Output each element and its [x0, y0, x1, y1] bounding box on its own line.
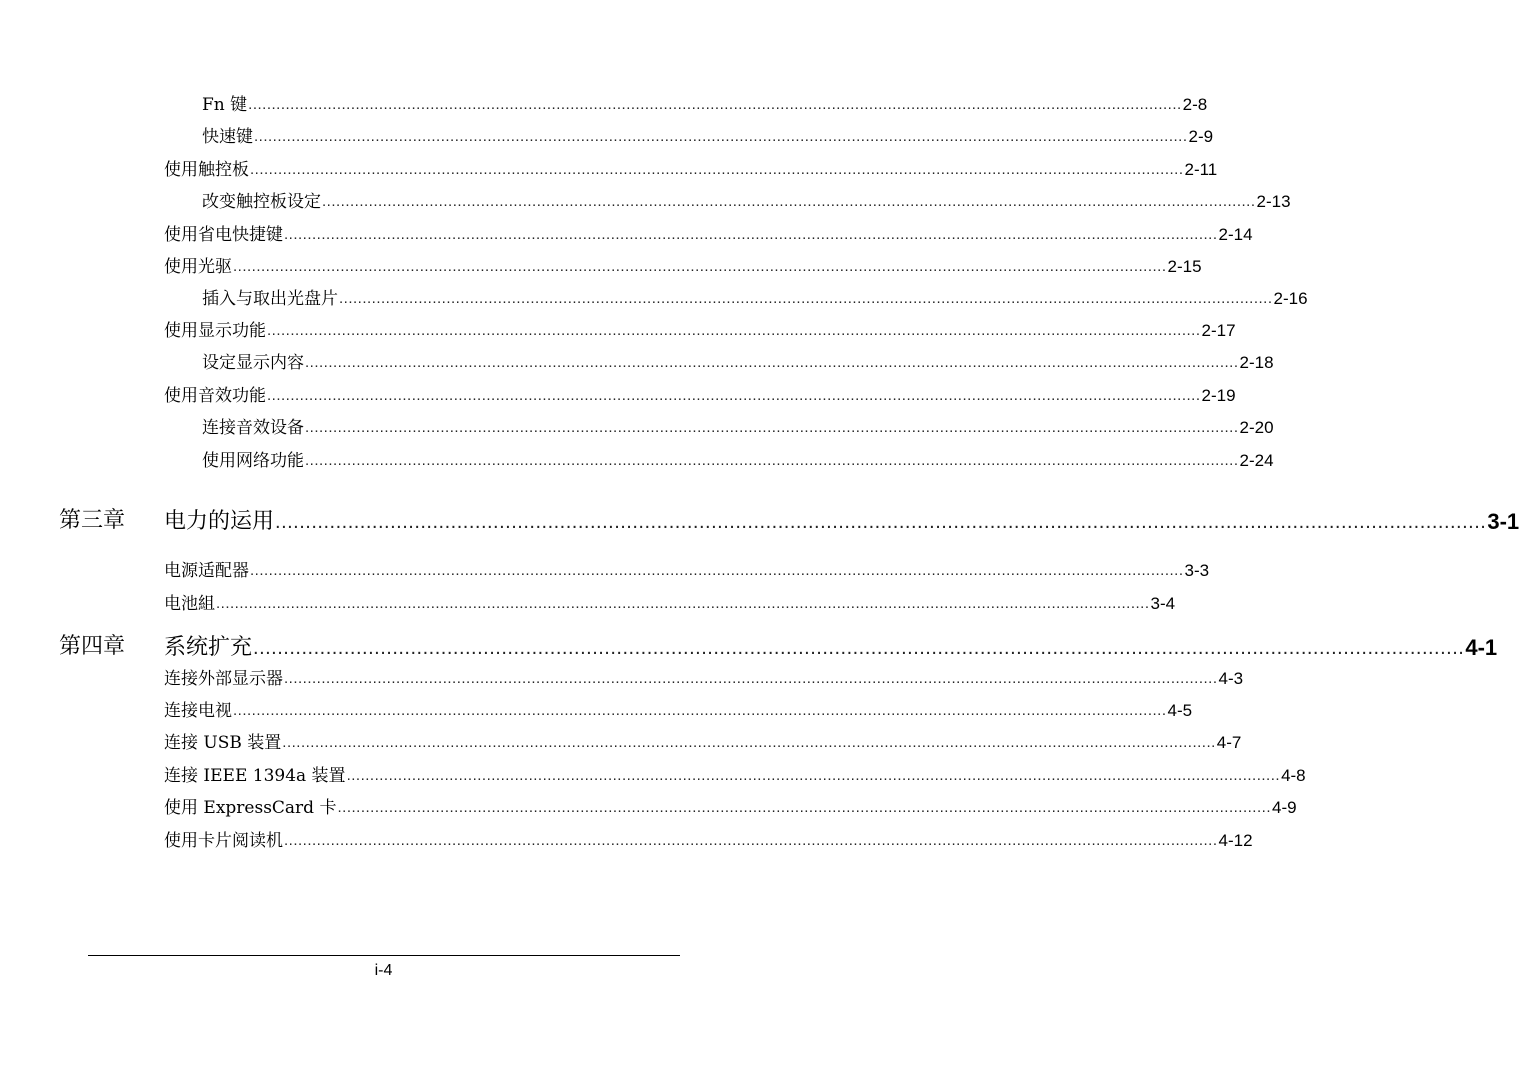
toc-leader-dots: ........................................................................................................................................................................................................	[253, 637, 1465, 659]
chapter-title: 系统扩充	[164, 635, 253, 660]
toc-entry-title: 使用显示功能	[164, 321, 266, 341]
toc-entry-page: 3-4	[1150, 594, 1176, 613]
toc-leader-dots: ........................................................................................................................................................................................................	[322, 193, 1256, 210]
chapter-label: 第三章	[59, 508, 126, 533]
toc-leader-dots: ........................................................................................................................................................................................................	[267, 322, 1201, 339]
chapter-page: 4-1	[1465, 635, 1498, 660]
toc-entry-title: 改变触控板设定	[202, 192, 321, 212]
toc-entry-title: 使用 ExpressCard 卡	[164, 798, 337, 818]
toc-leader-dots: ........................................................................................................................................................................................................	[250, 562, 1184, 579]
chapter-title: 电力的运用	[164, 509, 275, 534]
toc-entry-ext-display[interactable]	[164, 666, 1244, 690]
toc-entry-page: 4-5	[1167, 701, 1193, 720]
toc-leader-dots: ........................................................................................................................................................................................................	[284, 832, 1218, 849]
toc-entry-page: 2-19	[1201, 386, 1236, 405]
toc-entry-title: 使用卡片阅读机	[164, 831, 283, 851]
toc-entry-page: 2-11	[1184, 160, 1218, 179]
chapter-label: 第四章	[59, 634, 126, 659]
toc-entry-title: 使用音效功能	[164, 386, 266, 406]
toc-entry-audio-devices[interactable]	[202, 415, 1274, 439]
toc-entry-title: 连接电视	[164, 701, 232, 721]
toc-entry-page: 4-7	[1216, 733, 1242, 752]
toc-leader-dots: ........................................................................................................................................................................................................	[305, 419, 1239, 436]
toc-entry-display[interactable]	[164, 318, 1236, 342]
toc-leader-dots: ........................................................................................................................................................................................................	[282, 734, 1216, 751]
toc-entry-page: 2-20	[1239, 418, 1274, 437]
toc-entry-tv[interactable]	[164, 698, 1193, 722]
toc-entry-page: 2-8	[1182, 95, 1208, 114]
toc-entry-audio[interactable]	[164, 383, 1236, 407]
toc-leader-dots: ........................................................................................................................................................................................................	[337, 799, 1271, 816]
toc-entry-display-settings[interactable]	[202, 350, 1274, 374]
toc-entry-title: 使用网络功能	[202, 451, 304, 471]
toc-leader-dots: ........................................................................................................................................................................................................	[250, 161, 1184, 178]
toc-entry-title: 连接音效设备	[202, 418, 304, 438]
toc-entry-hotkeys[interactable]	[202, 124, 1214, 148]
toc-entry-touchpad-settings[interactable]	[202, 189, 1291, 213]
toc-entry-page: 2-24	[1239, 451, 1274, 470]
toc-entry-battery[interactable]	[164, 591, 1176, 615]
toc-leader-dots: ........................................................................................................................................................................................................	[233, 702, 1167, 719]
toc-entry-page: 2-9	[1188, 127, 1214, 146]
toc-leader-dots: ........................................................................................................................................................................................................	[216, 595, 1150, 612]
footer-rule	[88, 955, 680, 956]
toc-entry-title: 电池組	[164, 594, 215, 614]
toc-entry-page: 2-18	[1239, 353, 1274, 372]
toc-entry-expresscard[interactable]	[164, 795, 1297, 819]
toc-leader-dots: ........................................................................................................................................................................................................	[267, 387, 1201, 404]
toc-chapter-4[interactable]	[164, 632, 1498, 662]
toc-leader-dots: ........................................................................................................................................................................................................	[284, 226, 1218, 243]
toc-entry-title: 使用触控板	[164, 160, 249, 180]
toc-entry-title: 连接外部显示器	[164, 669, 283, 689]
toc-entry-page: 4-8	[1281, 766, 1306, 785]
toc-leader-dots: ........................................................................................................................................................................................................	[346, 767, 1281, 784]
toc-entry-page: 2-15	[1167, 257, 1202, 276]
chapter-page: 3-1	[1487, 509, 1519, 534]
toc-entry-insert-disc[interactable]	[202, 286, 1308, 310]
toc-leader-dots: ........................................................................................................................................................................................................	[305, 452, 1239, 469]
toc-entry-title: 设定显示内容	[202, 353, 304, 373]
toc-entry-title: 插入与取出光盘片	[202, 289, 338, 309]
toc-entry-title: 连接 IEEE 1394a 装置	[164, 766, 346, 786]
toc-entry-page: 2-17	[1201, 321, 1236, 340]
toc-entry-title: 连接 USB 装置	[164, 733, 282, 753]
toc-entry-page: 4-12	[1218, 831, 1253, 850]
toc-leader-dots: ........................................................................................................................................................................................................	[305, 354, 1239, 371]
toc-entry-title: Fn 键	[202, 95, 248, 115]
toc-leader-dots: ........................................................................................................................................................................................................	[233, 258, 1167, 275]
toc-leader-dots: ........................................................................................................................................................................................................	[275, 511, 1487, 533]
toc-entry-card-reader[interactable]	[164, 828, 1253, 852]
toc-entry-page: 4-9	[1271, 798, 1297, 817]
toc-entry-page: 2-13	[1256, 192, 1291, 211]
toc-entry-title: 快速键	[202, 127, 253, 147]
footer-page-number: i-4	[374, 962, 393, 979]
toc-entry-optical-drive[interactable]	[164, 254, 1202, 278]
toc-entry-touchpad[interactable]	[164, 157, 1218, 181]
toc-entry-ac-adapter[interactable]	[164, 558, 1210, 582]
toc-entry-usb[interactable]	[164, 730, 1242, 754]
toc-leader-dots: ........................................................................................................................................................................................................	[248, 96, 1182, 113]
toc-entry-fn-key[interactable]	[202, 92, 1208, 116]
toc-leader-dots: ........................................................................................................................................................................................................	[339, 290, 1273, 307]
toc-entry-title: 电源适配器	[164, 561, 249, 581]
toc-entry-page: 3-3	[1184, 561, 1210, 580]
toc-entry-title: 使用光驱	[164, 257, 232, 277]
toc-entry-page: 4-3	[1218, 669, 1244, 688]
toc-chapter-3[interactable]	[164, 506, 1519, 536]
toc-leader-dots: ........................................................................................................................................................................................................	[284, 670, 1218, 687]
toc-entry-ieee1394[interactable]	[164, 763, 1306, 787]
toc-entry-network[interactable]	[202, 448, 1274, 472]
toc-entry-page: 2-16	[1273, 289, 1308, 308]
toc-entry-power-hotkeys[interactable]	[164, 222, 1253, 246]
toc-leader-dots: ........................................................................................................................................................................................................	[254, 128, 1188, 145]
toc-entry-page: 2-14	[1218, 225, 1253, 244]
toc-entry-title: 使用省电快捷键	[164, 225, 283, 245]
